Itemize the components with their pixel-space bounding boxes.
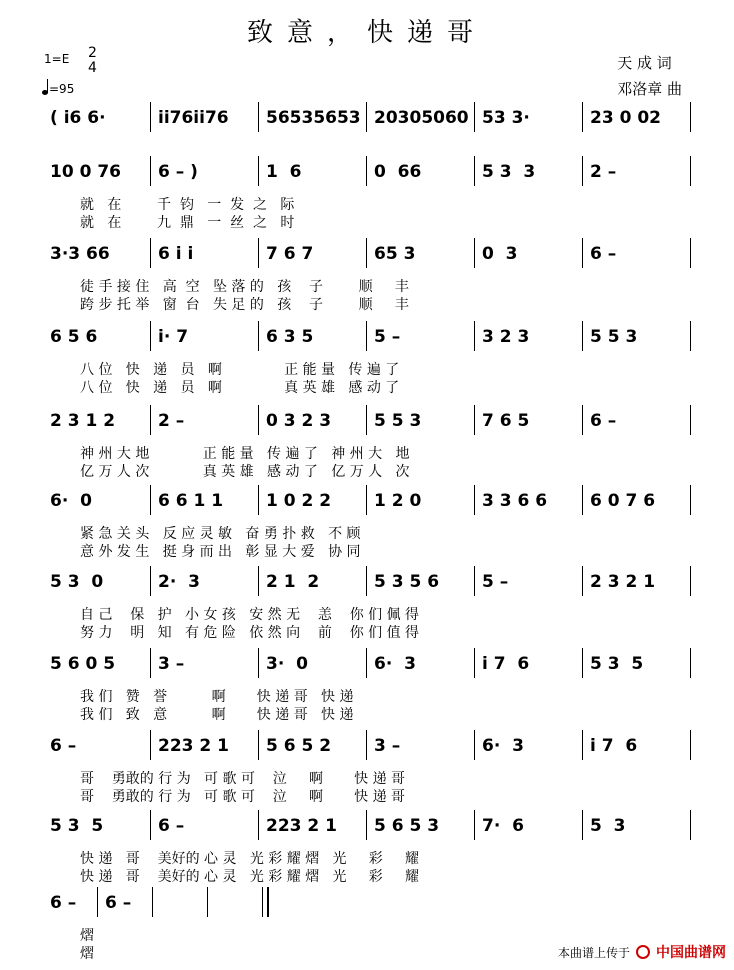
tempo-value: =95 (49, 82, 75, 96)
measure: 2· 3 (158, 572, 200, 592)
measure: 2 1 2 (266, 572, 320, 592)
lyric-verse-1: 自 己 保 护 小 女 孩 安 然 无 恙 你 们 佩 得 (80, 607, 420, 623)
bar-line (474, 156, 475, 186)
measure: 6 5 6 (50, 327, 98, 347)
measure: i 7 6 (590, 736, 638, 756)
brand-logo-icon (636, 945, 650, 959)
lyric-verse-1: 就 在 千 钧 一 发 之 际 (80, 197, 295, 213)
score-system (44, 162, 692, 230)
bar-line (582, 321, 583, 351)
composer: 邓洛章 曲 (617, 80, 682, 98)
bar-line (97, 887, 98, 917)
bar-line (474, 730, 475, 760)
notation-row (44, 654, 692, 676)
measure: 2 – (158, 411, 185, 431)
measure: 5 5 3 (590, 327, 638, 347)
bar-line (150, 405, 151, 435)
measure: 6 6 1 1 (158, 491, 224, 511)
footer (558, 942, 726, 962)
score-system (44, 572, 692, 640)
measure: 5 3 5 (590, 654, 644, 674)
bar-line (366, 321, 367, 351)
measure: 6 – (158, 816, 185, 836)
notation-row (44, 108, 692, 130)
bar-line (690, 102, 691, 132)
score-system (44, 327, 692, 395)
bar-line (366, 648, 367, 678)
lyric-verse-1: 哥 勇敢的 行 为 可 歌 可 泣 啊 快 递 哥 (80, 771, 406, 787)
bar-line (366, 156, 367, 186)
bar-line (366, 405, 367, 435)
notation-row (44, 162, 692, 184)
score-system (44, 654, 692, 722)
bar-line (582, 566, 583, 596)
bar-line (207, 887, 208, 917)
measure: i 7 6 (482, 654, 530, 674)
bar-line (690, 648, 691, 678)
notation-row (44, 491, 692, 513)
lyric-verse-2: 八 位 快 递 员 啊 真 英 雄 感 动 了 (80, 380, 400, 396)
measure: 3 2 3 (482, 327, 530, 347)
bar-line (474, 405, 475, 435)
bar-line (258, 566, 259, 596)
measure: 3·3 66 (50, 244, 110, 264)
lyric-verse-1 (44, 140, 692, 158)
bar-line (690, 238, 691, 268)
bar-line (366, 238, 367, 268)
measure: 6 – (590, 411, 617, 431)
bar-line (258, 485, 259, 515)
bar-line (582, 730, 583, 760)
bar-line (258, 810, 259, 840)
score-system (44, 736, 692, 804)
bar-line (258, 156, 259, 186)
bar-line (690, 156, 691, 186)
upload-label: 本曲谱上传于 (557, 945, 630, 960)
measure: 0 3 2 3 (266, 411, 332, 431)
bar-line (690, 485, 691, 515)
notation-row (44, 411, 692, 433)
bar-line (582, 485, 583, 515)
measure: 3 – (158, 654, 185, 674)
bar-line (690, 405, 691, 435)
bar-line (258, 238, 259, 268)
measure: 7 6 5 (482, 411, 530, 431)
bar-line (150, 810, 151, 840)
measure: 6· 3 (374, 654, 416, 674)
measure: 3 – (374, 736, 401, 756)
bar-line (690, 566, 691, 596)
bar-line (152, 887, 153, 917)
bar-line (150, 648, 151, 678)
measure: 6 – (50, 893, 77, 913)
measure: 2 – (590, 162, 617, 182)
notation-row (44, 893, 692, 915)
score-system (44, 411, 692, 479)
lyric-verse-1: 八 位 快 递 员 啊 正 能 量 传 遍 了 (80, 362, 400, 378)
measure: 53 3· (482, 108, 530, 128)
measure: i· 7 (158, 327, 189, 347)
bar-line (366, 566, 367, 596)
measure: 5 3 (590, 816, 626, 836)
credits (617, 50, 682, 102)
measure: 5 3 5 (50, 816, 104, 836)
measure: 5 3 5 6 (374, 572, 440, 592)
bar-line (150, 238, 151, 268)
measure: 7· 6 (482, 816, 524, 836)
time-signature (88, 46, 97, 76)
measure: 65 3 (374, 244, 416, 264)
bar-line (150, 156, 151, 186)
lyric-verse-2: 亿 万 人 次 真 英 雄 感 动 了 亿 万 人 次 (80, 464, 410, 480)
notation-row (44, 572, 692, 594)
bar-line (150, 730, 151, 760)
lyric-verse-2: 意 外 发 生 挺 身 而 出 彰 显 大 爱 协 同 (80, 544, 361, 560)
measure: 6 – (590, 244, 617, 264)
score-system (44, 491, 692, 559)
notation-row (44, 816, 692, 838)
bar-line (582, 648, 583, 678)
bar-line (474, 566, 475, 596)
lyricist: 天 成 词 (617, 54, 672, 72)
bar-line (258, 321, 259, 351)
bar-line (366, 810, 367, 840)
bar-line (582, 156, 583, 186)
lyric-verse-2: 努 力 明 知 有 危 险 依 然 向 前 你 们 值 得 (80, 625, 420, 641)
measure: ii76ii76 (158, 108, 229, 128)
measure: 6 – (105, 893, 132, 913)
measure: 7 6 7 (266, 244, 314, 264)
measure: 3 3 6 6 (482, 491, 548, 511)
measure: 6 – ) (158, 162, 198, 182)
lyric-verse-1: 紧 急 关 头 反 应 灵 敏 奋 勇 扑 救 不 顾 (80, 526, 361, 542)
measure: 10 0 76 (50, 162, 121, 182)
bar-line (474, 810, 475, 840)
bar-line (474, 648, 475, 678)
lyric-verse-1: 徒 手 接 住 高 空 坠 落 的 孩 子 顺 丰 (80, 279, 409, 295)
bar-line (258, 102, 259, 132)
bar-line (258, 648, 259, 678)
measure: 56535653 (266, 108, 361, 128)
bar-line (366, 730, 367, 760)
measure: 5 6 0 5 (50, 654, 116, 674)
bar-line (474, 321, 475, 351)
lyric-verse-1: 快 递 哥 美好的 心 灵 光 彩 耀 熠 光 彩 耀 (80, 851, 420, 867)
bar-line (690, 321, 691, 351)
measure: 6 i i (158, 244, 194, 264)
measure: 223 2 1 (158, 736, 229, 756)
measure: 1 2 0 (374, 491, 422, 511)
brand-name: 中国曲谱网 (656, 945, 726, 961)
measure: 5 6 5 3 (374, 816, 440, 836)
measure: 2 3 2 1 (590, 572, 656, 592)
measure: 6 3 5 (266, 327, 314, 347)
measure: 3· 0 (266, 654, 308, 674)
measure: 5 5 3 (374, 411, 422, 431)
measure: 6· 0 (50, 491, 92, 511)
measure: 6 – (50, 736, 77, 756)
bar-line (582, 405, 583, 435)
measure: 5 – (374, 327, 401, 347)
measure: 2 3 1 2 (50, 411, 116, 431)
bar-line (690, 810, 691, 840)
bar-line (150, 102, 151, 132)
measure: 1 0 2 2 (266, 491, 332, 511)
lyric-verse-2: 快 递 哥 美好的 心 灵 光 彩 耀 熠 光 彩 耀 (80, 869, 420, 885)
measure: 23 0 02 (590, 108, 661, 128)
notation-row (44, 327, 692, 349)
lyric-verse-2: 就 在 九 鼎 一 丝 之 时 (80, 215, 295, 231)
bar-line (258, 405, 259, 435)
bar-line (582, 238, 583, 268)
measure: 20305060 (374, 108, 469, 128)
measure: 1 6 (266, 162, 302, 182)
measure: 6 0 7 6 (590, 491, 656, 511)
lyric-verse-1: 熠 (80, 928, 94, 944)
bar-line (150, 566, 151, 596)
quarter-note-icon (42, 90, 48, 95)
bar-line (150, 485, 151, 515)
bar-line (474, 238, 475, 268)
score-meta (44, 45, 97, 96)
score-system (44, 816, 692, 884)
measure: 5 3 3 (482, 162, 536, 182)
bar-line (582, 102, 583, 132)
lyric-verse-1: 我 们 赞 誉 啊 快 递 哥 快 递 (80, 689, 354, 705)
bar-line (366, 102, 367, 132)
bar-line (366, 485, 367, 515)
measure: 5 – (482, 572, 509, 592)
time-sig-top: 2 (88, 45, 97, 61)
measure: 5 6 5 2 (266, 736, 332, 756)
lyric-verse-2: 哥 勇敢的 行 为 可 歌 可 泣 啊 快 递 哥 (80, 789, 406, 805)
key-signature: 1=E (44, 52, 70, 66)
bar-line (474, 485, 475, 515)
tempo-mark (42, 82, 74, 96)
lyric-verse-2: 我 们 致 意 啊 快 递 哥 快 递 (80, 707, 354, 723)
lyric-verse-2: 跨 步 托 举 窗 台 失 足 的 孩 子 顺 丰 (80, 297, 409, 313)
measure: 0 3 (482, 244, 518, 264)
bar-line (258, 730, 259, 760)
measure: ( i6 6· (50, 108, 106, 128)
score-system (44, 244, 692, 312)
measure: 0 66 (374, 162, 422, 182)
bar-line (690, 730, 691, 760)
page-title: 致意，快递哥 (246, 18, 487, 48)
final-bar-line (262, 887, 269, 917)
measure: 6· 3 (482, 736, 524, 756)
bar-line (150, 321, 151, 351)
bar-line (582, 810, 583, 840)
lyric-verse-2: 熠 (80, 946, 94, 962)
time-sig-bottom: 4 (88, 60, 97, 76)
measure: 223 2 1 (266, 816, 337, 836)
lyric-verse-1: 神 州 大 地 正 能 量 传 遍 了 神 州 大 地 (80, 446, 410, 462)
bar-line (474, 102, 475, 132)
measure: 5 3 0 (50, 572, 104, 592)
notation-row (44, 736, 692, 758)
notation-row (44, 244, 692, 266)
